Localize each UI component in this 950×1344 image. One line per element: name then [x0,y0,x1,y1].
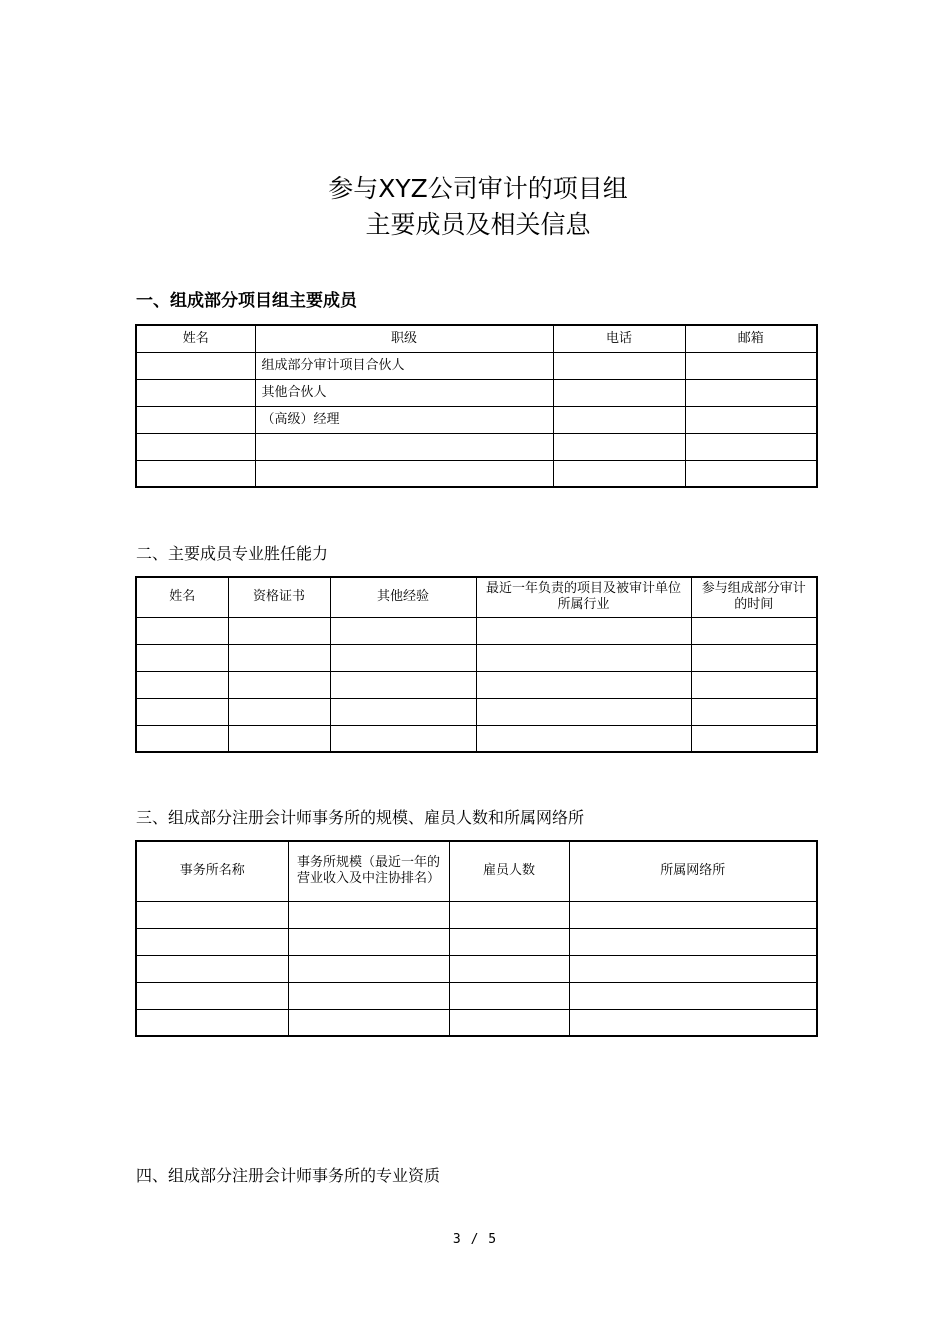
phone-cell[interactable] [553,379,685,406]
table-cell[interactable] [228,698,330,725]
document-title-line1: 参与XYZ公司审计的项目组 [328,174,628,203]
header-cell: 参与组成部分审计的时间 [691,577,817,617]
phone-cell[interactable] [553,406,685,433]
table-cell[interactable] [691,725,817,752]
name-cell[interactable] [136,352,255,379]
table-cell[interactable] [330,725,476,752]
table-row [136,644,817,671]
table-cell[interactable] [288,928,449,955]
section2-competence-table [135,576,818,753]
table-cell[interactable] [288,982,449,1009]
email-cell[interactable] [685,379,817,406]
table-header-row [136,841,817,901]
header-cell: 电话 [553,325,685,352]
table-cell[interactable] [228,671,330,698]
table-cell[interactable] [136,928,288,955]
section3-heading: 三、组成部分注册会计师事务所的规模、雇员人数和所属网络所 [136,808,585,827]
rank-cell[interactable] [255,433,553,460]
table-cell[interactable] [476,725,691,752]
header-cell: 所属网络所 [569,841,817,901]
document-title-line2: 主要成员及相关信息 [365,210,591,239]
rank-cell: 其他合伙人 [255,379,553,406]
table-cell[interactable] [330,698,476,725]
table-cell[interactable] [228,725,330,752]
table-cell[interactable] [476,671,691,698]
table-cell[interactable] [476,698,691,725]
table-row [136,379,817,406]
header-cell: 事务所名称 [136,841,288,901]
name-cell[interactable] [136,379,255,406]
table-cell[interactable] [330,617,476,644]
phone-cell[interactable] [553,460,685,487]
table-cell[interactable] [288,955,449,982]
table-row [136,352,817,379]
phone-cell[interactable] [553,352,685,379]
table-row [136,725,817,752]
table-cell[interactable] [330,671,476,698]
section1-heading: 一、组成部分项目组主要成员 [136,291,357,311]
rank-cell: 组成部分审计项目合伙人 [255,352,553,379]
table-cell[interactable] [136,725,228,752]
name-cell[interactable] [136,433,255,460]
name-cell[interactable] [136,406,255,433]
table-cell[interactable] [136,644,228,671]
table-row [136,955,817,982]
table-cell[interactable] [691,671,817,698]
header-cell: 姓名 [136,325,255,352]
table-cell[interactable] [228,644,330,671]
header-cell: 职级 [255,325,553,352]
table-cell[interactable] [476,644,691,671]
table-header-row [136,577,817,617]
table-cell[interactable] [449,928,569,955]
table-cell[interactable] [449,982,569,1009]
table-cell[interactable] [228,617,330,644]
table-cell[interactable] [136,901,288,928]
header-cell: 资格证书 [228,577,330,617]
table-cell[interactable] [449,901,569,928]
table-cell[interactable] [136,698,228,725]
table-cell[interactable] [569,982,817,1009]
header-cell: 姓名 [136,577,228,617]
header-cell: 邮箱 [685,325,817,352]
header-cell: 事务所规模（最近一年的营业收入及中注协排名） [288,841,449,901]
table-row [136,901,817,928]
table-header-row [136,325,817,352]
table-row [136,460,817,487]
table-row [136,433,817,460]
table-row [136,698,817,725]
table-cell[interactable] [330,644,476,671]
header-cell: 最近一年负责的项目及被审计单位所属行业 [476,577,691,617]
table-cell[interactable] [569,928,817,955]
table-cell[interactable] [691,698,817,725]
page-indicator: 3 / 5 [452,1232,498,1247]
table-row [136,928,817,955]
email-cell[interactable] [685,433,817,460]
header-cell: 雇员人数 [449,841,569,901]
section4-heading: 四、组成部分注册会计师事务所的专业资质 [136,1166,441,1185]
table-cell[interactable] [136,617,228,644]
table-cell[interactable] [136,1009,288,1036]
table-cell[interactable] [691,644,817,671]
table-cell[interactable] [449,1009,569,1036]
table-row [136,406,817,433]
table-cell[interactable] [569,955,817,982]
table-cell[interactable] [569,901,817,928]
rank-cell: （高级）经理 [255,406,553,433]
table-cell[interactable] [136,955,288,982]
name-cell[interactable] [136,460,255,487]
table-cell[interactable] [136,982,288,1009]
table-row [136,982,817,1009]
table-cell[interactable] [288,901,449,928]
table-cell[interactable] [449,955,569,982]
table-cell[interactable] [288,1009,449,1036]
section2-heading: 二、主要成员专业胜任能力 [136,544,329,563]
section1-members-table [135,324,818,488]
header-cell: 其他经验 [330,577,476,617]
email-cell[interactable] [685,460,817,487]
section3-firm-table [135,840,818,1037]
table-row [136,671,817,698]
email-cell[interactable] [685,352,817,379]
rank-cell[interactable] [255,460,553,487]
phone-cell[interactable] [553,433,685,460]
table-cell[interactable] [136,671,228,698]
table-row [136,1009,817,1036]
email-cell[interactable] [685,406,817,433]
table-cell[interactable] [476,617,691,644]
table-row [136,617,817,644]
table-cell[interactable] [569,1009,817,1036]
table-cell[interactable] [691,617,817,644]
